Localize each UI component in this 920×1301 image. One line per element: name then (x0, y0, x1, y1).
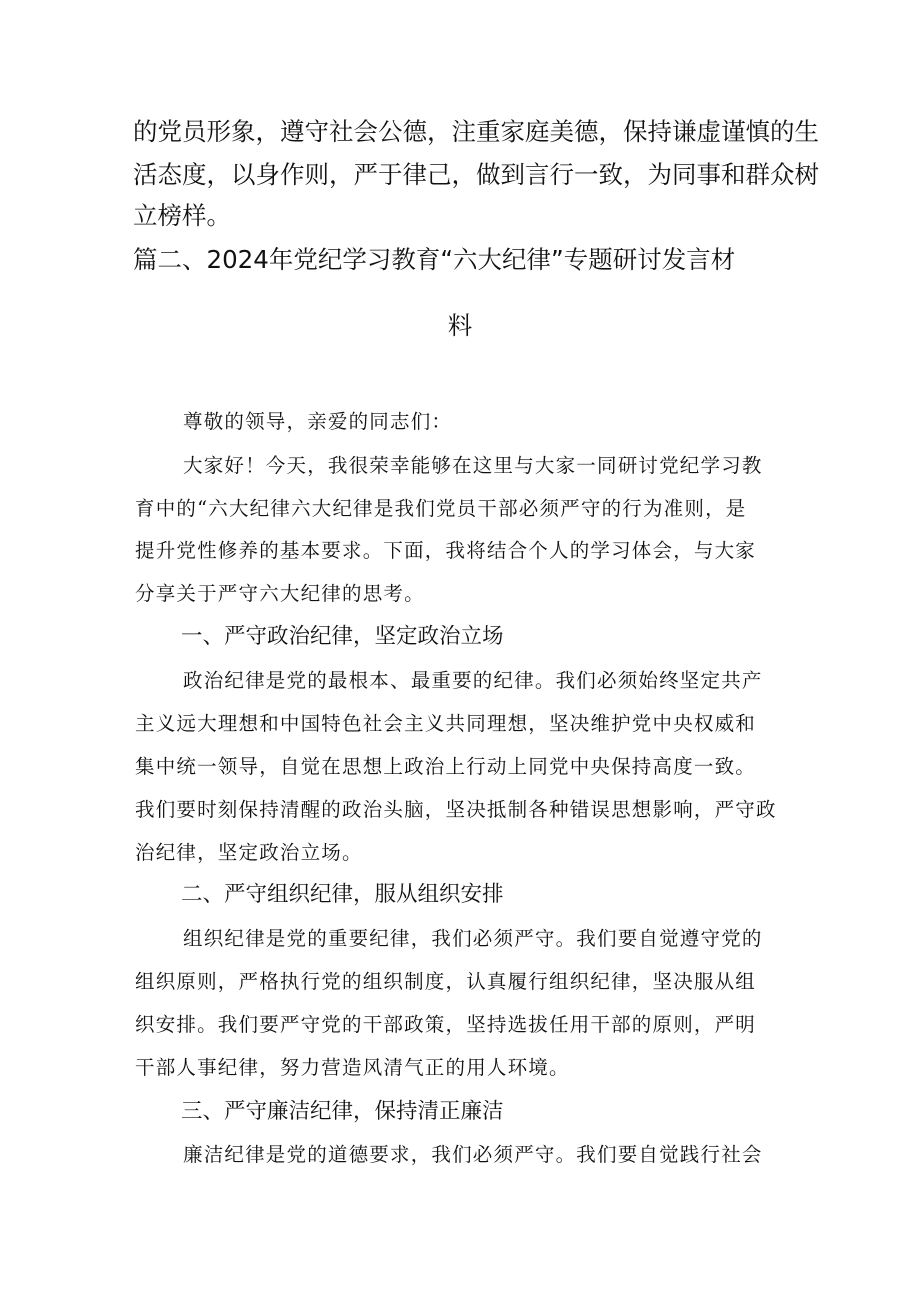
section2-line-4: 干部人事纪律，努力营造风清气正的用人环境。 (135, 1056, 570, 1079)
intro-line-2: 育中的“六大纪律六大纪律是我们党员干部必须严守的行为准则，是 (135, 497, 747, 520)
section2-heading: 二、严守组织纪律，服从组织安排 (181, 882, 504, 907)
greeting: 尊敬的领导，亲爱的同志们： (183, 410, 453, 433)
section2-line-1: 组织纪律是党的重要纪律，我们必须严守。我们要自觉遵守党的 (183, 927, 763, 950)
section1-line-3: 集中统一领导，自觉在思想上政治上行动上同党中央保持高度一致。 (135, 755, 757, 778)
section1-line-5: 治纪律，坚定政治立场。 (135, 841, 363, 864)
section3-heading: 三、严守廉洁纪律，保持清正廉洁 (181, 1099, 504, 1124)
intro-line-3: 提升党性修养的基本要求。下面，我将结合个人的学习体会，与大家 (135, 539, 757, 562)
section1-line-1: 政治纪律是党的最根本、最重要的纪律。我们必须始终坚定共产 (183, 669, 763, 692)
carry-line-1: 的党员形象，遵守社会公德，注重家庭美德，保持谦虚谨慎的生 (133, 117, 819, 146)
article-title-line-1: 篇二、2024年党纪学习教育“六大纪律”专题研讨发言材 (133, 245, 736, 274)
carry-line-2: 活态度，以身作则，严于律己，做到言行一致，为同事和群众树 (133, 160, 819, 189)
carry-line-3: 立榜样。 (133, 201, 231, 230)
section3-line-1: 廉洁纪律是党的道德要求，我们必须严守。我们要自觉践行社会 (183, 1143, 763, 1166)
section2-line-2: 组织原则，严格执行党的组织制度，认真履行组织纪律，坚决服从组 (135, 970, 757, 993)
section1-line-2: 主义远大理想和中国特色社会主义共同理想，坚决维护党中央权威和 (135, 712, 757, 735)
intro-line-4: 分享关于严守六大纪律的思考。 (135, 582, 425, 605)
section2-line-3: 织安排。我们要严守党的干部政策，坚持选拔任用干部的原则，严明 (135, 1013, 757, 1036)
section1-line-4: 我们要时刻保持清醒的政治头脑，坚决抵制各种错误思想影响，严守政 (135, 798, 777, 821)
section1-heading: 一、严守政治纪律，坚定政治立场 (181, 624, 504, 649)
intro-line-1: 大家好！今天，我很荣幸能够在这里与大家一同研讨党纪学习教 (183, 454, 763, 477)
article-title-line-2: 料 (447, 311, 473, 340)
